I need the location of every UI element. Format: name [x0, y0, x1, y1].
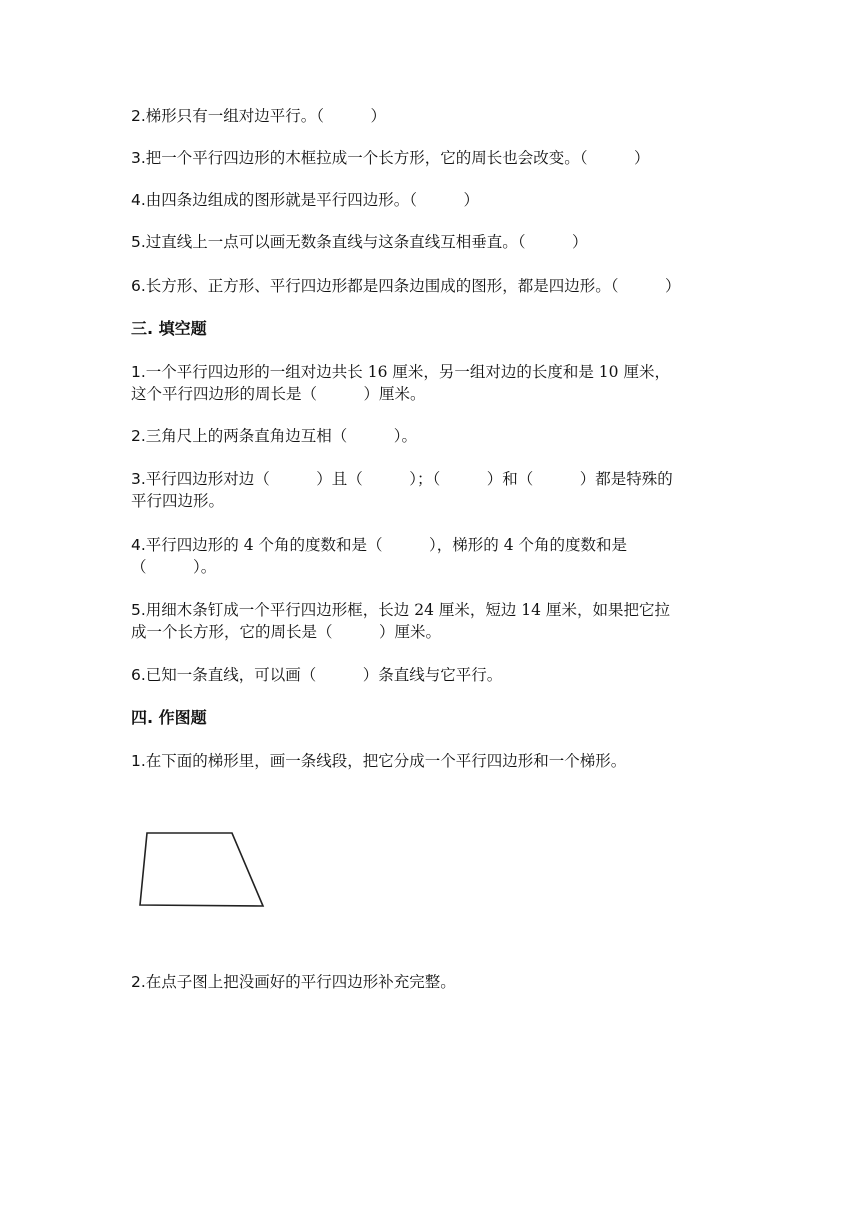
fill-blank-item-3-line-2: 平行四边形。	[131, 492, 225, 510]
item-text: 长方形、正方形、平行四边形都是四条边围成的图形，都是四边形。（ ）	[145, 277, 681, 295]
judgement-item-3	[131, 148, 650, 168]
judgement-item-4	[131, 190, 479, 210]
item-text: 已知一条直线，可以画（ ）条直线与它平行。	[145, 666, 503, 684]
section-heading-fill-blank: 三. 填空题	[131, 319, 207, 338]
drawing-item-2	[131, 972, 456, 992]
item-text: 把一个平行四边形的木框拉成一个长方形，它的周长也会改变。（ ）	[145, 149, 650, 167]
item-number: 3.	[131, 149, 146, 167]
fill-blank-item-4	[131, 535, 627, 555]
item-text: 平行四边形对边（ ）且（ ）；（ ）和（ ）都是特殊的	[145, 470, 673, 488]
fill-blank-item-5	[131, 600, 670, 620]
item-number: 4.	[131, 536, 146, 554]
trapezoid-figure	[136, 828, 271, 916]
item-text: 平行四边形的 4 个角的度数和是（ ），梯形的 4 个角的度数和是	[145, 536, 627, 554]
item-text: 由四条边组成的图形就是平行四边形。（ ）	[145, 191, 480, 209]
item-number: 6.	[131, 666, 146, 684]
item-number: 3.	[131, 470, 146, 488]
trapezoid-shape	[140, 833, 263, 906]
item-text: 梯形只有一组对边平行。（ ）	[145, 107, 387, 125]
item-text: 在点子图上把没画好的平行四边形补充完整。	[145, 973, 456, 991]
judgement-item-5	[131, 232, 588, 252]
item-number: 2.	[131, 107, 146, 125]
fill-blank-item-3	[131, 469, 673, 489]
item-text: 一个平行四边形的一组对边共长 16 厘米，另一组对边的长度和是 10 厘米，	[145, 363, 670, 381]
item-number: 1.	[131, 752, 146, 770]
item-text: 三角尺上的两条直角边互相（ ）。	[145, 427, 418, 445]
fill-blank-item-2	[131, 426, 417, 446]
judgement-item-6	[131, 276, 681, 296]
item-number: 6.	[131, 277, 146, 295]
judgement-item-2	[131, 106, 386, 126]
item-number: 2.	[131, 427, 146, 445]
item-number: 2.	[131, 973, 146, 991]
item-text: 在下面的梯形里，画一条线段，把它分成一个平行四边形和一个梯形。	[145, 752, 627, 770]
fill-blank-item-5-line-2: 成一个长方形，它的周长是（ ）厘米。	[131, 623, 442, 641]
item-number: 5.	[131, 601, 146, 619]
fill-blank-item-6	[131, 665, 502, 685]
item-number: 4.	[131, 191, 146, 209]
drawing-item-1	[131, 751, 626, 771]
section-heading-drawing: 四. 作图题	[131, 708, 207, 727]
fill-blank-item-1	[131, 362, 670, 382]
trapezoid-svg	[136, 828, 271, 912]
fill-blank-item-4-line-2: （ ）。	[131, 558, 217, 576]
item-text: 用细木条钉成一个平行四边形框，长边 24 厘米，短边 14 厘米，如果把它拉	[145, 601, 670, 619]
item-text: 过直线上一点可以画无数条直线与这条直线互相垂直。（ ）	[145, 233, 588, 251]
item-number: 5.	[131, 233, 146, 251]
fill-blank-item-1-line-2: 这个平行四边形的周长是（ ）厘米。	[131, 385, 426, 403]
item-number: 1.	[131, 363, 146, 381]
